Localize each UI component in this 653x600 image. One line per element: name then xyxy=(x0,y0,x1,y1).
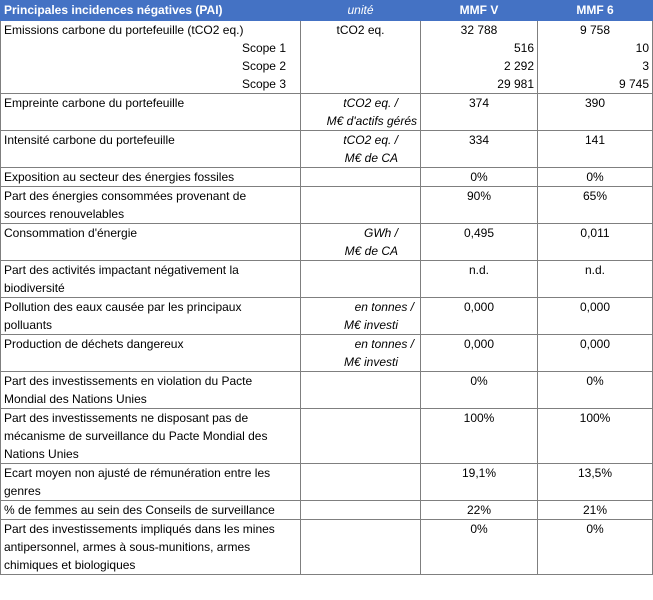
row-value-fund-1: 0,495 xyxy=(421,224,538,261)
row-fossiles xyxy=(1,168,653,187)
row-label: % de femmes au sein des Conseils de surveillance xyxy=(1,501,301,520)
row-label: Part des énergies consommées provenant de sources renouvelables xyxy=(1,187,301,224)
header-title: Principales incidences négatives (PAI) xyxy=(1,1,301,21)
row-label: Production de déchets dangereux xyxy=(1,335,301,372)
row-label: Pollution des eaux causée par les principaux polluants xyxy=(1,298,301,335)
row-value-fund-2: 9 758 xyxy=(538,21,653,40)
header-fund-1: MMF V xyxy=(421,1,538,21)
row-ecart xyxy=(1,464,653,501)
row-value-fund-1: 90% xyxy=(421,187,538,224)
row-value-fund-2: 0% xyxy=(538,372,653,409)
row-unit: en tonnes / M€ investi xyxy=(301,335,421,372)
row-label: Scope 1 xyxy=(1,39,301,57)
header-row xyxy=(1,1,653,21)
row-unit: en tonnes / M€ investi xyxy=(301,298,421,335)
row-dechets xyxy=(1,335,653,372)
row-value-fund-2: n.d. xyxy=(538,261,653,298)
row-value-fund-1: 0% xyxy=(421,168,538,187)
row-value-fund-1: 334 xyxy=(421,131,538,168)
row-value-fund-2: 0% xyxy=(538,168,653,187)
row-unit: GWh / M€ de CA xyxy=(301,224,421,261)
row-value-fund-2: 21% xyxy=(538,501,653,520)
row-value-fund-2: 0% xyxy=(538,520,653,575)
row-eaux xyxy=(1,298,653,335)
row-value-fund-1: 29 981 xyxy=(421,75,538,94)
row-value-fund-2: 3 xyxy=(538,57,653,75)
row-emissions xyxy=(1,21,653,40)
row-label: Part des investissements ne disposant pas de mécanisme de surveillance du Pacte Mondial des Nations Unies xyxy=(1,409,301,464)
header-unit: unité xyxy=(301,1,421,21)
row-value-fund-1: 0% xyxy=(421,372,538,409)
row-unit: tCO2 eq. xyxy=(301,21,421,40)
row-label: Emissions carbone du portefeuille (tCO2 eq.) xyxy=(1,21,301,40)
row-value-fund-1: 0% xyxy=(421,520,538,575)
row-pacte xyxy=(1,372,653,409)
row-value-fund-2: 0,000 xyxy=(538,298,653,335)
row-mines xyxy=(1,520,653,575)
row-surveillance xyxy=(1,409,653,464)
row-value-fund-2: 100% xyxy=(538,409,653,464)
row-femmes xyxy=(1,501,653,520)
row-label: Part des investissements impliqués dans les mines antipersonnel, armes à sous-munitions, armes chimiques et biologiques xyxy=(1,520,301,575)
row-label: Intensité carbone du portefeuille xyxy=(1,131,301,168)
row-value-fund-2: 0,011 xyxy=(538,224,653,261)
row-label: Part des activités impactant négativement la biodiversité xyxy=(1,261,301,298)
row-intensite xyxy=(1,131,653,168)
row-value-fund-1: 516 xyxy=(421,39,538,57)
row-value-fund-1: 22% xyxy=(421,501,538,520)
row-value-fund-2: 10 xyxy=(538,39,653,57)
row-value-fund-1: 32 788 xyxy=(421,21,538,40)
row-label: Consommation d'énergie xyxy=(1,224,301,261)
row-unit: tCO2 eq. / M€ de CA xyxy=(301,131,421,168)
row-unit: tCO2 eq. / M€ d'actifs gérés xyxy=(301,94,421,131)
row-value-fund-2: 141 xyxy=(538,131,653,168)
row-empreinte xyxy=(1,94,653,131)
row-value-fund-1: 374 xyxy=(421,94,538,131)
row-scope-1 xyxy=(1,39,653,57)
header-fund-2: MMF 6 xyxy=(538,1,653,21)
row-value-fund-2: 9 745 xyxy=(538,75,653,94)
row-value-fund-2: 390 xyxy=(538,94,653,131)
row-value-fund-1: 0,000 xyxy=(421,335,538,372)
row-value-fund-1: 0,000 xyxy=(421,298,538,335)
row-value-fund-2: 65% xyxy=(538,187,653,224)
row-value-fund-2: 0,000 xyxy=(538,335,653,372)
row-scope-3 xyxy=(1,75,653,94)
row-value-fund-1: n.d. xyxy=(421,261,538,298)
row-scope-2 xyxy=(1,57,653,75)
row-label: Ecart moyen non ajusté de rémunération entre les genres xyxy=(1,464,301,501)
row-energie xyxy=(1,224,653,261)
row-label: Empreinte carbone du portefeuille xyxy=(1,94,301,131)
row-renouvelables xyxy=(1,187,653,224)
row-value-fund-2: 13,5% xyxy=(538,464,653,501)
row-value-fund-1: 100% xyxy=(421,409,538,464)
row-biodiversite xyxy=(1,261,653,298)
row-label: Exposition au secteur des énergies fossiles xyxy=(1,168,301,187)
row-value-fund-1: 2 292 xyxy=(421,57,538,75)
row-label: Scope 3 xyxy=(1,75,301,94)
row-label: Scope 2 xyxy=(1,57,301,75)
row-label: Part des investissements en violation du Pacte Mondial des Nations Unies xyxy=(1,372,301,409)
row-value-fund-1: 19,1% xyxy=(421,464,538,501)
